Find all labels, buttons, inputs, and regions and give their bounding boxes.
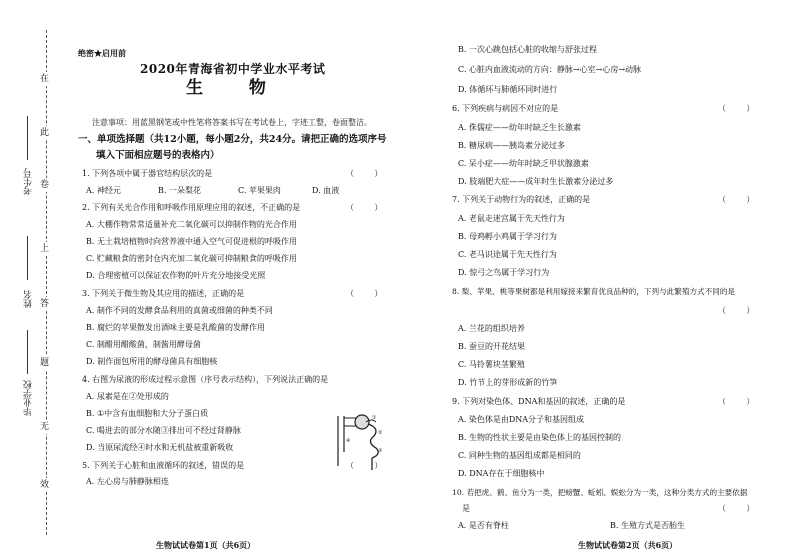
answer-bracket[interactable]: （ ） xyxy=(346,169,383,178)
answer-bracket[interactable]: （ ） xyxy=(346,289,383,298)
answer-bracket[interactable]: （ ） xyxy=(718,504,755,513)
question-5: 5. 下列关于心脏和血液循环的叙述，错误的是 xyxy=(82,461,245,470)
svg-text:④: ④ xyxy=(346,438,351,444)
svg-text:②: ② xyxy=(378,430,383,436)
option: B. 生殖方式是否胎生 xyxy=(610,521,685,530)
option: D. 当原尿流经④时水和无机盐被重新吸收 xyxy=(86,443,234,452)
option: C. 喝进去的部分水随③排出可不经过肾静脉 xyxy=(86,426,241,435)
nephron-diagram xyxy=(332,412,386,472)
option: C. 贮藏粮食的密封仓内充加二氧化碳可抑制粮食的呼吸作用 xyxy=(86,254,297,263)
option: D. 竹节上的芽形成新的竹笋 xyxy=(458,378,558,387)
option: A. 神经元 xyxy=(86,186,121,195)
footer-right: 生物试试卷第2页（共6页） xyxy=(578,540,678,550)
question-10: 10. 若把虎、鹤、鱼分为一类，把螃蟹、蚯蚓、蜈蚣分为一类，这种分类方式的主要依据 xyxy=(452,488,748,497)
subject-title: 生 物 xyxy=(186,78,286,98)
seal-dashed-line xyxy=(46,30,47,535)
question-9: 9. 下列对染色体、DNA和基因的叙述，正确的是 xyxy=(452,397,626,406)
name-line xyxy=(27,236,28,280)
answer-bracket[interactable]: （ ） xyxy=(718,397,755,406)
option: B. 腐烂的苹果散发出酒味主要是乳酸菌的发酵作用 xyxy=(86,323,265,332)
name-label: 姓名 xyxy=(24,290,34,308)
option: D. 血液 xyxy=(312,186,340,195)
question-1: 1. 下列各项中属于器官结构层次的是 xyxy=(82,169,213,178)
question-8: 8. 梨、苹果、桃等果树都是利用嫁接来繁育优良品种的，下列与此繁殖方式不同的是 xyxy=(452,287,736,296)
option: B. ①中含有血细胞和大分子蛋白质 xyxy=(86,409,209,418)
question-2: 2. 下列有关光合作用和呼吸作用原理应用的叙述，不正确的是 xyxy=(82,203,301,212)
option: B. 生物的性状主要是由染色体上的基因控制的 xyxy=(458,433,621,442)
seal-char: 无 xyxy=(40,422,50,432)
option: C. 心脏内血液流动的方向：静脉→心室→心房→动脉 xyxy=(458,65,642,74)
option: B. 一朵梨花 xyxy=(158,186,201,195)
section-heading: 一、单项选择题（共12小题，每小题2分，共24分。请把正确的选项序号 xyxy=(78,134,387,145)
option: D. 制作面包所用的酵母菌具有细胞核 xyxy=(86,357,218,366)
seal-char: 卷 xyxy=(40,180,50,190)
svg-text:③: ③ xyxy=(378,448,383,454)
footer-left: 生物试试卷第1页（共6页） xyxy=(156,540,256,550)
option: D. DNA存在于细胞核中 xyxy=(458,469,545,478)
option: A. 染色体是由DNA分子和基因组成 xyxy=(458,415,585,424)
school-line xyxy=(27,330,28,374)
option: C. 呆小症——幼年时缺乏甲状腺激素 xyxy=(458,159,589,168)
option: B. 糖尿病——胰岛素分泌过多 xyxy=(458,141,565,150)
option: C. 同种生物的基因组成都是相同的 xyxy=(458,451,581,460)
option: C. 苹果果肉 xyxy=(238,186,281,195)
section-heading-cont: 填入下面相应题号的表格内） xyxy=(96,150,220,161)
answer-bracket[interactable]: （ ） xyxy=(346,203,383,212)
confidential-mark: 绝密★启用前 xyxy=(78,48,126,58)
option: A. 尿素是在②处形成的 xyxy=(86,392,169,401)
seal-char: 题 xyxy=(40,358,50,368)
answer-bracket[interactable]: （ ） xyxy=(718,104,755,113)
option: A. 兰花的组织培养 xyxy=(458,324,525,333)
option: D. 合理密植可以保证农作物的叶片充分地接受光照 xyxy=(86,271,266,280)
seal-char: 上 xyxy=(40,244,50,254)
school-label: 毕业学校 xyxy=(24,380,34,416)
student-number-label: 考生号 xyxy=(24,168,34,195)
question-10-cont: 是 xyxy=(462,504,470,513)
option: C. 老马识途属于先天性行为 xyxy=(458,250,557,259)
answer-bracket[interactable]: （ ） xyxy=(346,461,383,470)
seal-char: 此 xyxy=(40,128,50,138)
option: C. 制醋用醋酸菌，制酱用酵母菌 xyxy=(86,340,201,349)
binding-margin xyxy=(0,0,75,560)
option: B. 一次心跳包括心脏的收缩与舒张过程 xyxy=(458,45,597,54)
question-4: 4. 右图为尿液的形成过程示意图（序号表示结构），下列说法正确的是 xyxy=(82,375,329,384)
student-number-line xyxy=(27,116,28,160)
option: D. 肢端肥大症——成年时生长激素分泌过多 xyxy=(458,177,614,186)
option: A. 是否有脊柱 xyxy=(458,521,509,530)
seal-char: 答 xyxy=(40,299,50,309)
option: A. 制作不同的发酵食品利用的真菌或细菌的种类不同 xyxy=(86,306,273,315)
option: A. 左心房与肺静脉相连 xyxy=(86,477,169,486)
option: B. 蚕豆的开花结果 xyxy=(458,342,525,351)
seal-char: 在 xyxy=(40,74,50,84)
answer-bracket[interactable]: （ ） xyxy=(718,195,755,204)
svg-text:①: ① xyxy=(372,415,377,421)
option: D. 体循环与肺循环同时进行 xyxy=(458,85,558,94)
option: A. 大棚作物常常适量补充二氧化碳可以抑制作物的光合作用 xyxy=(86,220,297,229)
option: B. 无土栽培植物时向营养液中通入空气可促进根的呼吸作用 xyxy=(86,237,297,246)
option: A. 老鼠走迷宫属于先天性行为 xyxy=(458,214,565,223)
exam-title: 2020年青海省初中学业水平考试 xyxy=(140,62,326,76)
option: B. 母鸡孵小鸡属于学习行为 xyxy=(458,232,557,241)
question-7: 7. 下列关于动物行为的叙述，正确的是 xyxy=(452,195,591,204)
question-3: 3. 下列关于微生物及其应用的描述，正确的是 xyxy=(82,289,245,298)
seal-char: 效 xyxy=(40,480,50,490)
option: A. 侏儒症——幼年时缺乏生长激素 xyxy=(458,123,581,132)
option: C. 马铃薯块茎繁殖 xyxy=(458,360,525,369)
answer-bracket[interactable]: （ ） xyxy=(718,306,755,315)
question-6: 6. 下列疾病与病因不对应的是 xyxy=(452,104,559,113)
notice-text: 注意事项：用蓝黑钢笔或中性笔将答案书写在考试卷上，字迹工整，卷面整洁。 xyxy=(92,118,372,127)
option: D. 惊弓之鸟属于学习行为 xyxy=(458,268,550,277)
